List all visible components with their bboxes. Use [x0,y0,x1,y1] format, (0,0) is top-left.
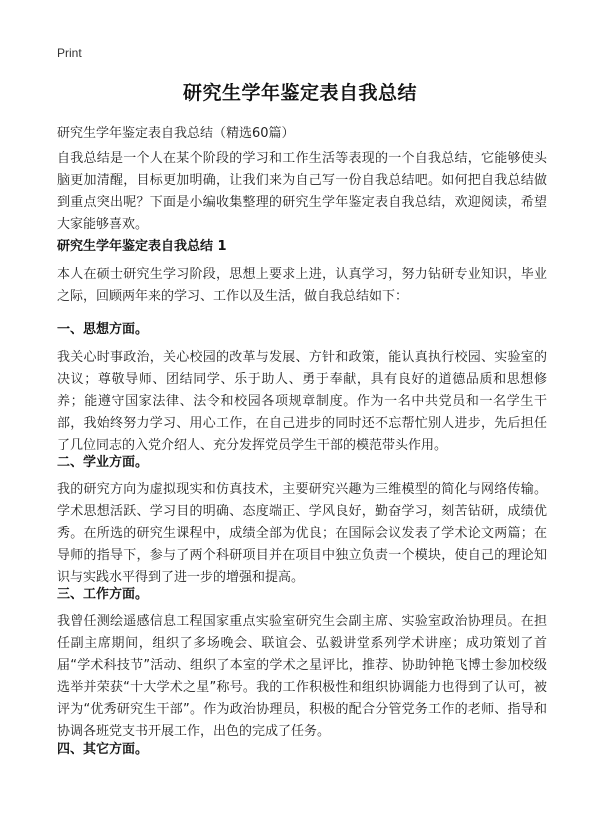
intro-paragraph: 自我总结是一个人在某个阶段的学习和工作生活等表现的一个自我总结，它能够使头脑更加清醒，目标更加明确，让我们来为自己写一份自我总结吧。如何把自我总结做到重点突出呢？下面是小编收集整理的研究生学年鉴定表自我总结，欢迎阅读，希望大家能够喜欢。 [57,151,547,232]
part-body-work: 我曾任测绘遥感信息工程国家重点实验室研究生会副主席、实验室政治协理员。在担任副主席期间，组织了多场晚会、联谊会、弘毅讲堂系列学术讲座；成功策划了首届“学术科技节”活动、组织了本室的学术之星评比，推荐、协助钟艳飞博士参加校级选举并荣获“十大学术之星”称号。我的工作积极性和组织协调能力也得到了认可，被评为“优秀研究生干部”。作为政治协理员，积极的配合分管党务工作的老师、指导和协调各班党支书开展工作，出色的完成了任务。 [57,614,547,739]
part-heading-work: 三、工作方面。 [57,587,149,602]
subtitle: 研究生学年鉴定表自我总结（精选60篇） [57,126,295,141]
part-heading-other: 四、其它方面。 [57,742,149,757]
part-body-thought: 我关心时事政治，关心校园的改革与发展、方针和政策，能认真执行校园、实验室的决议；尊敬导师、团结同学、乐于助人、勇于奉献，具有良好的道德品质和思想修养；能遵守国家法律、法令和校园各项规章制度。作为一名中共党员和一名学生干部，我始终努力学习、用心工作，在自己进步的同时还不忘帮忙别人进步，先后担任了几位同志的入党介绍人、充分发挥党员学生干部的模范带头作用。 [57,350,547,453]
page-title: 研究生学年鉴定表自我总结 [182,82,417,104]
print-label[interactable]: Print [57,46,82,60]
opening-paragraph: 本人在硕士研究生学习阶段，思想上要求上进，认真学习，努力钻研专业知识，毕业之际，回顾两年来的学习、工作以及生活，做自我总结如下： [57,267,547,304]
part-body-study: 我的研究方向为虚拟现实和仿真技术，主要研究兴趣为三维模型的简化与网络传输。学术思想活跃、学习目的明确、态度端正、学风良好，勤奋学习，刻苦钻研，成绩优秀。在所选的研究生课程中，成绩全部为优良；在国际会议发表了学术论文两篇；在导师的指导下，参与了两个科研项目并在项目中独立负责一个模块，使自己的理论知识与实践水平得到了进一步的增强和提高。 [57,482,547,585]
part-heading-thought: 一、思想方面。 [57,322,149,337]
part-heading-study: 二、学业方面。 [57,455,149,470]
section-heading: 研究生学年鉴定表自我总结 1 [57,239,227,254]
